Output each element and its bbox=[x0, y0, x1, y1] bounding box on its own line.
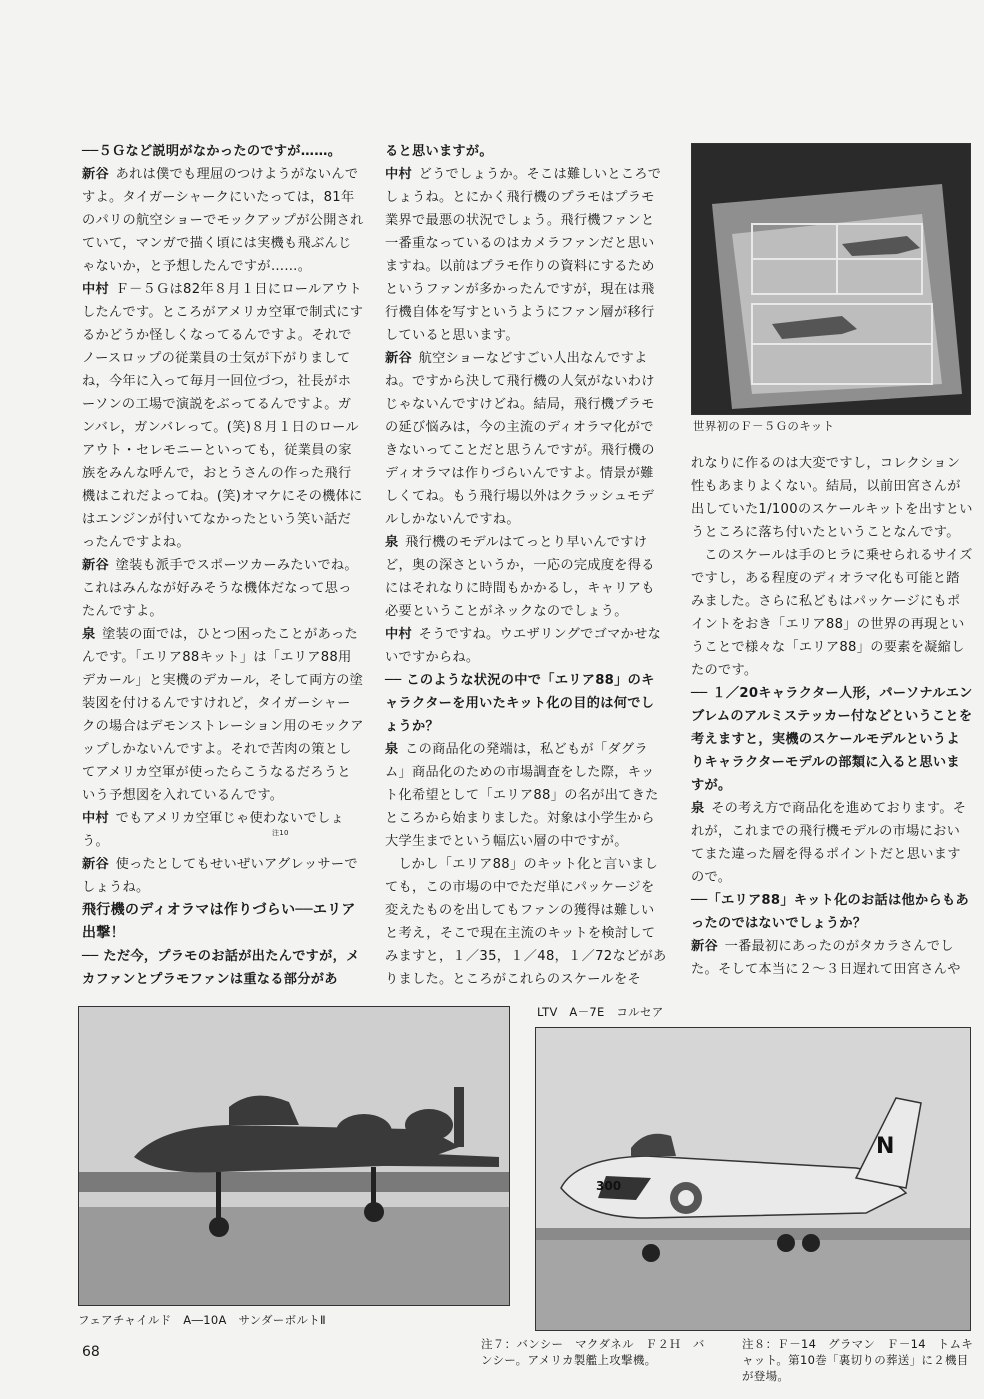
speaker-text: 使ったとしてもせいぜいアグレッサーでしょうね。 bbox=[82, 857, 358, 895]
interviewer-question: ── このような状況の中で「エリア88」のキャラクターを用いたキット化の目的は何でしょうか？ bbox=[385, 673, 655, 734]
speaker-text: この商品化の発端は，私どもが「ダグラム」商品化のための市場調査をした際，キット化希望として「エリア88」の名が出てきたところから始まりました。対象は小学生から大学生までという幅広い層の中ですが。 bbox=[385, 742, 659, 849]
speaker-text: 航空ショーなどすごい人出なんですよね。ですから決して飛行機の人気がないわけじゃないんですけどね。結局，飛行機プラモの延び悩みは，今の主流のディオラマ化ができないってことだと思うんですが。飛行機のディオラマは作りづらいんですよ。情景が難しくてね。もう飛行場以外はクラッシュモデルしかないんですね。 bbox=[385, 351, 655, 527]
interviewer-question: ──５Ｇなど説明がなかったのですが……。 bbox=[82, 144, 342, 159]
speaker-name: 中村 bbox=[82, 282, 109, 297]
speaker-paragraph bbox=[691, 935, 973, 981]
speaker-paragraph bbox=[385, 531, 667, 623]
a7e-photo bbox=[535, 1027, 971, 1331]
speaker-name: 新谷 bbox=[82, 857, 109, 872]
section-heading: 飛行機のディオラマは作りづらい──エリア出撃！ bbox=[82, 902, 356, 941]
speaker-paragraph bbox=[385, 738, 667, 853]
speaker-paragraph bbox=[385, 623, 667, 669]
speaker-name: 中村 bbox=[385, 627, 412, 642]
speaker-text: その考え方で商品化を進めております。それが，これまでの飛行機モデルの市場においてまた違った層を得るポイントだと思いますので。 bbox=[691, 801, 967, 885]
paragraph: れなりに作るのは大変ですし，コレクション性もあまりよくない。結局，以前田宮さんが出していた1/100のスケールキットを出すというところに落ち付いたということなんです。 bbox=[691, 456, 973, 540]
a10-caption: フェアチャイルド A―10A サンダーボルトⅡ bbox=[78, 1313, 326, 1327]
speaker-text: あれは僕でも理屈のつけようがないんですよ。タイガーシャークにいたっては，81年のパリの航空ショーでモックアップが公開されていて，マンガで描く頃には実機も飛ぶんじゃないか，と予想したんですが……。 bbox=[82, 167, 364, 274]
f5g-kit-photo bbox=[691, 143, 971, 415]
a7e-caption: LTV A－7E コルセア bbox=[537, 1005, 664, 1019]
speaker-paragraph bbox=[82, 807, 364, 853]
speaker-text: そうですね。ウエザリングでゴマかせないですからね。 bbox=[385, 627, 662, 665]
kit-photo-caption: 世界初のＦ－５Ｇのキット bbox=[693, 419, 835, 433]
ruby-note-10: 注10 bbox=[272, 829, 289, 837]
speaker-name: 泉 bbox=[691, 801, 705, 816]
speaker-name: 中村 bbox=[385, 167, 412, 182]
speaker-paragraph bbox=[691, 797, 973, 889]
interviewer-question: ──「エリア88」キット化のお話は他からもあったのではないでしょうか？ bbox=[691, 893, 969, 931]
speaker-name: 新谷 bbox=[82, 167, 109, 182]
tail-letter: N bbox=[876, 1134, 895, 1159]
a10-photo bbox=[78, 1006, 510, 1306]
speaker-name: 新谷 bbox=[691, 939, 718, 954]
speaker-paragraph bbox=[385, 347, 667, 531]
speaker-name: 泉 bbox=[385, 742, 399, 757]
interviewer-question: ると思いますが。 bbox=[385, 144, 493, 159]
speaker-paragraph bbox=[82, 278, 364, 554]
text-column-1 bbox=[82, 140, 364, 991]
continued-paragraph: しかし「エリア88」のキット化と言いましても，この市場の中でただ単にパッケージを変えたものを出してもファンの獲得は難しいと考え，そこで現在主流のキットを検討してみますと，１／35，１／48，１／72などがありました。ところがこれらのスケールをそ bbox=[385, 857, 667, 987]
speaker-text: でもアメリカ空軍じゃ使わないでしょう。 bbox=[82, 811, 344, 849]
speaker-text: Ｆ－５Ｇは82年８月１日にロールアウトしたんです。ところがアメリカ空軍で制式にするかどうか怪しくなってるんですよ。それでノースロップの従業員の士気が下がりましてね，今年に入って毎月一回位づつ，社長がホーソンの工場で演説をぶってるんですよ。ガンバレ，ガンバレって。(笑)８月１日のロールアウト・セレモニーといっても，従業員の家族をみんな呼んで，おとうさんの作った飛行機はこれだよってね。(笑)オマケにその機体にはエンジンが付いてなかったという笑い話だったんですよね。 bbox=[82, 282, 364, 550]
speaker-text: 一番最初にあったのがタカラさんでした。そして本当に２～３日遅れて田宮さんや bbox=[691, 939, 961, 977]
continued-paragraph: このスケールは手のヒラに乗せられるサイズですし，ある程度のディオラマ化も可能と踏みました。さらに私どもはパッケージにもポイントをおき「エリア88」の世界の再現ということで様々な「エリア88」の要素を凝縮したのです。 bbox=[691, 548, 973, 678]
speaker-paragraph bbox=[82, 623, 364, 807]
speaker-text: 飛行機のモデルはてっとり早いんですけど，奥の深さというか，一応の完成度を得るにはそれなりに時間もかかるし，キャリアも必要ということがネックなのでしょう。 bbox=[385, 535, 655, 619]
page-number: 68 bbox=[82, 1344, 100, 1360]
interviewer-question: ── ただ今，プラモのお話が出たんですが，メカファンとプラモファンは重なる部分があ bbox=[82, 949, 360, 987]
speaker-name: 中村 bbox=[82, 811, 109, 826]
text-column-2 bbox=[385, 140, 667, 991]
speaker-name: 新谷 bbox=[385, 351, 412, 366]
speaker-name: 泉 bbox=[385, 535, 399, 550]
speaker-text: 塗装の面では，ひとつ困ったことがあったんです。「エリア88キット」は「エリア88用デカール」と実機のデカール，そして両方の塗装図を付けるんですけれど，タイガーシャークの場合はデモンストレーション用のモックアップしかないんですよ。それで苦肉の策としてアメリカ空軍が使ったらこうなるだろうという予想図を入れているんです。 bbox=[82, 627, 364, 803]
speaker-paragraph bbox=[385, 163, 667, 347]
speaker-text: どうでしょうか。そこは難しいところでしょうね。とにかく飛行機のプラモはプラモ業界で最悪の状況でしょう。飛行機ファンと一番重なっているのはカメラファンだと思いますね。以前はプラモ作りの資料にするためというファンが多かったんですが，現在は飛行機自体を写すというようにファン層が移行していると思います。 bbox=[385, 167, 662, 343]
speaker-paragraph bbox=[82, 163, 364, 278]
speaker-name: 泉 bbox=[82, 627, 96, 642]
nose-number: 300 bbox=[596, 1179, 622, 1193]
note-7: 注７：バンシー マクダネル Ｆ２Ｈ バンシー。アメリカ製艦上攻撃機。 bbox=[481, 1337, 705, 1367]
speaker-paragraph bbox=[82, 853, 364, 899]
speaker-text: 塗装も派手でスポーツカーみたいでね。これはみんなが好みそうな機体だなって思ったんですよ。 bbox=[82, 558, 358, 619]
text-column-3 bbox=[691, 452, 973, 981]
interviewer-question: ── １／20キャラクター人形，パーソナルエンブレムのアルミステッカー付などということを考えますと，実機のスケールモデルというよりキャラクターモデルの部類に入ると思いますが。 bbox=[691, 686, 973, 793]
speaker-name: 新谷 bbox=[82, 558, 109, 573]
speaker-paragraph bbox=[82, 554, 364, 623]
note-8: 注８：Ｆ－14 グラマン Ｆ－14 トムキャット。第10巻「裏切りの葬送」に２機目が登場。 bbox=[742, 1337, 974, 1383]
